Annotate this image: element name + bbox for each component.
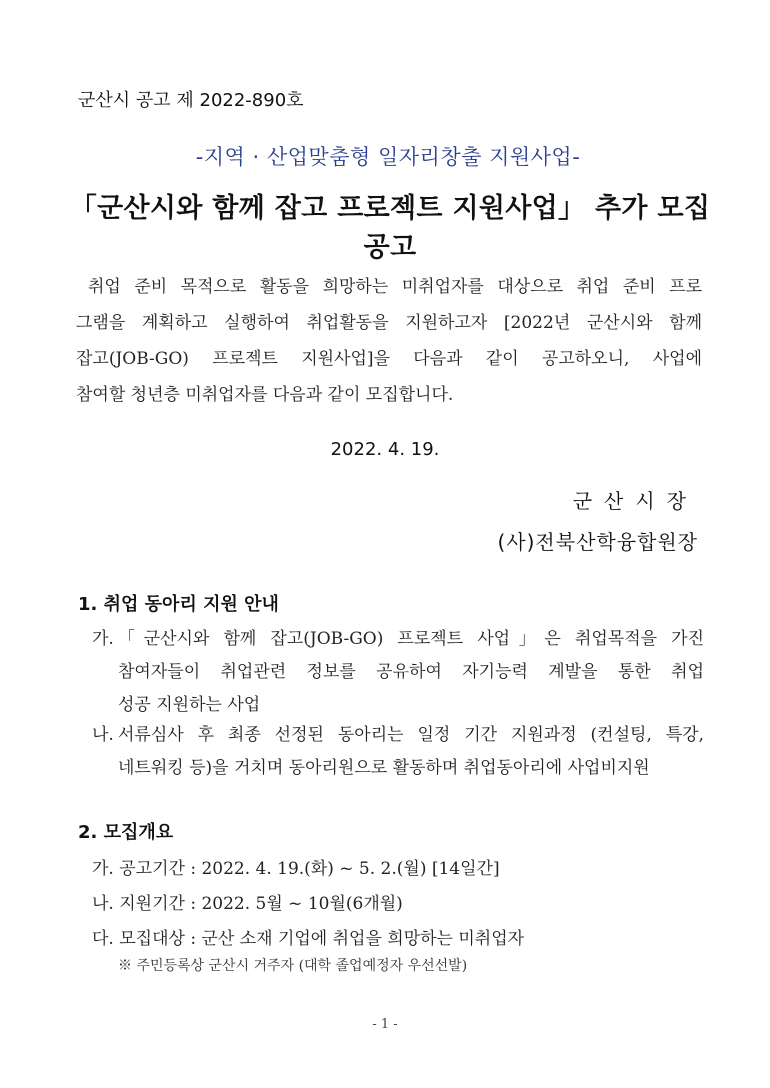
page-number: - 1 -	[372, 1017, 398, 1032]
eligibility-note: ※ 주민등록상 군산시 거주자 (대학 졸업예정자 우선선발)	[118, 958, 468, 974]
subtitle: -지역 · 산업맞춤형 일자리창출 지원사업-	[195, 145, 581, 169]
item-marker: 나.	[92, 725, 114, 745]
intro-line: 그램을 계획하고 실행하여 취업활동을 지원하고자 [2022년 군산시와 함께	[76, 313, 702, 333]
intro-line: 잡고(JOB-GO) 프로젝트 지원사업]을 다음과 같이 공고하오니, 사업에	[76, 349, 702, 369]
section-heading-guide: 1. 취업 동아리 지원 안내	[78, 594, 279, 615]
overview-item: 다. 모집대상 : 군산 소재 기업에 취업을 희망하는 미취업자	[92, 929, 525, 949]
issuer-institute: (사)전북산학융합원장	[497, 530, 698, 554]
overview-item: 나. 지원기간 : 2022. 5월 ~ 10월(6개월)	[92, 894, 403, 914]
issuer-mayor: 군산시장	[572, 489, 698, 513]
list-item	[92, 719, 704, 785]
intro-line: 참여할 청년층 미취업자를 다음과 같이 모집합니다.	[76, 385, 454, 405]
item-line: 네트워킹 등)을 거치며 동아리원으로 활동하며 취업동아리에 사업비지원	[118, 758, 650, 778]
list-item	[92, 623, 704, 722]
intro-paragraph	[76, 269, 702, 413]
item-line: 「군산시와 함께 잡고(JOB-GO) 프로젝트 사업」은 취업목적을 가진	[118, 629, 704, 649]
section-heading-overview: 2. 모집개요	[78, 822, 174, 843]
intro-line: 취업 준비 목적으로 활동을 희망하는 미취업자를 대상으로 취업 준비 프로	[88, 277, 702, 297]
notice-date: 2022. 4. 19.	[330, 439, 440, 460]
overview-item: 가. 공고기간 : 2022. 4. 19.(화) ~ 5. 2.(월) [14일간]	[92, 859, 500, 879]
item-line: 서류심사 후 최종 선정된 동아리는 일정 기간 지원과정 (컨설팅, 특강,	[118, 725, 704, 745]
item-line: 참여자들이 취업관련 정보를 공유하여 자기능력 계발을 통한 취업	[118, 662, 704, 682]
notice-number: 군산시 공고 제 2022-890호	[78, 90, 304, 111]
item-marker: 가.	[92, 629, 114, 649]
item-line: 성공 지원하는 사업	[118, 695, 261, 715]
page-title: 「군산시와 함께 잡고 프로젝트 지원사업」 추가 모집 공고	[69, 193, 711, 263]
